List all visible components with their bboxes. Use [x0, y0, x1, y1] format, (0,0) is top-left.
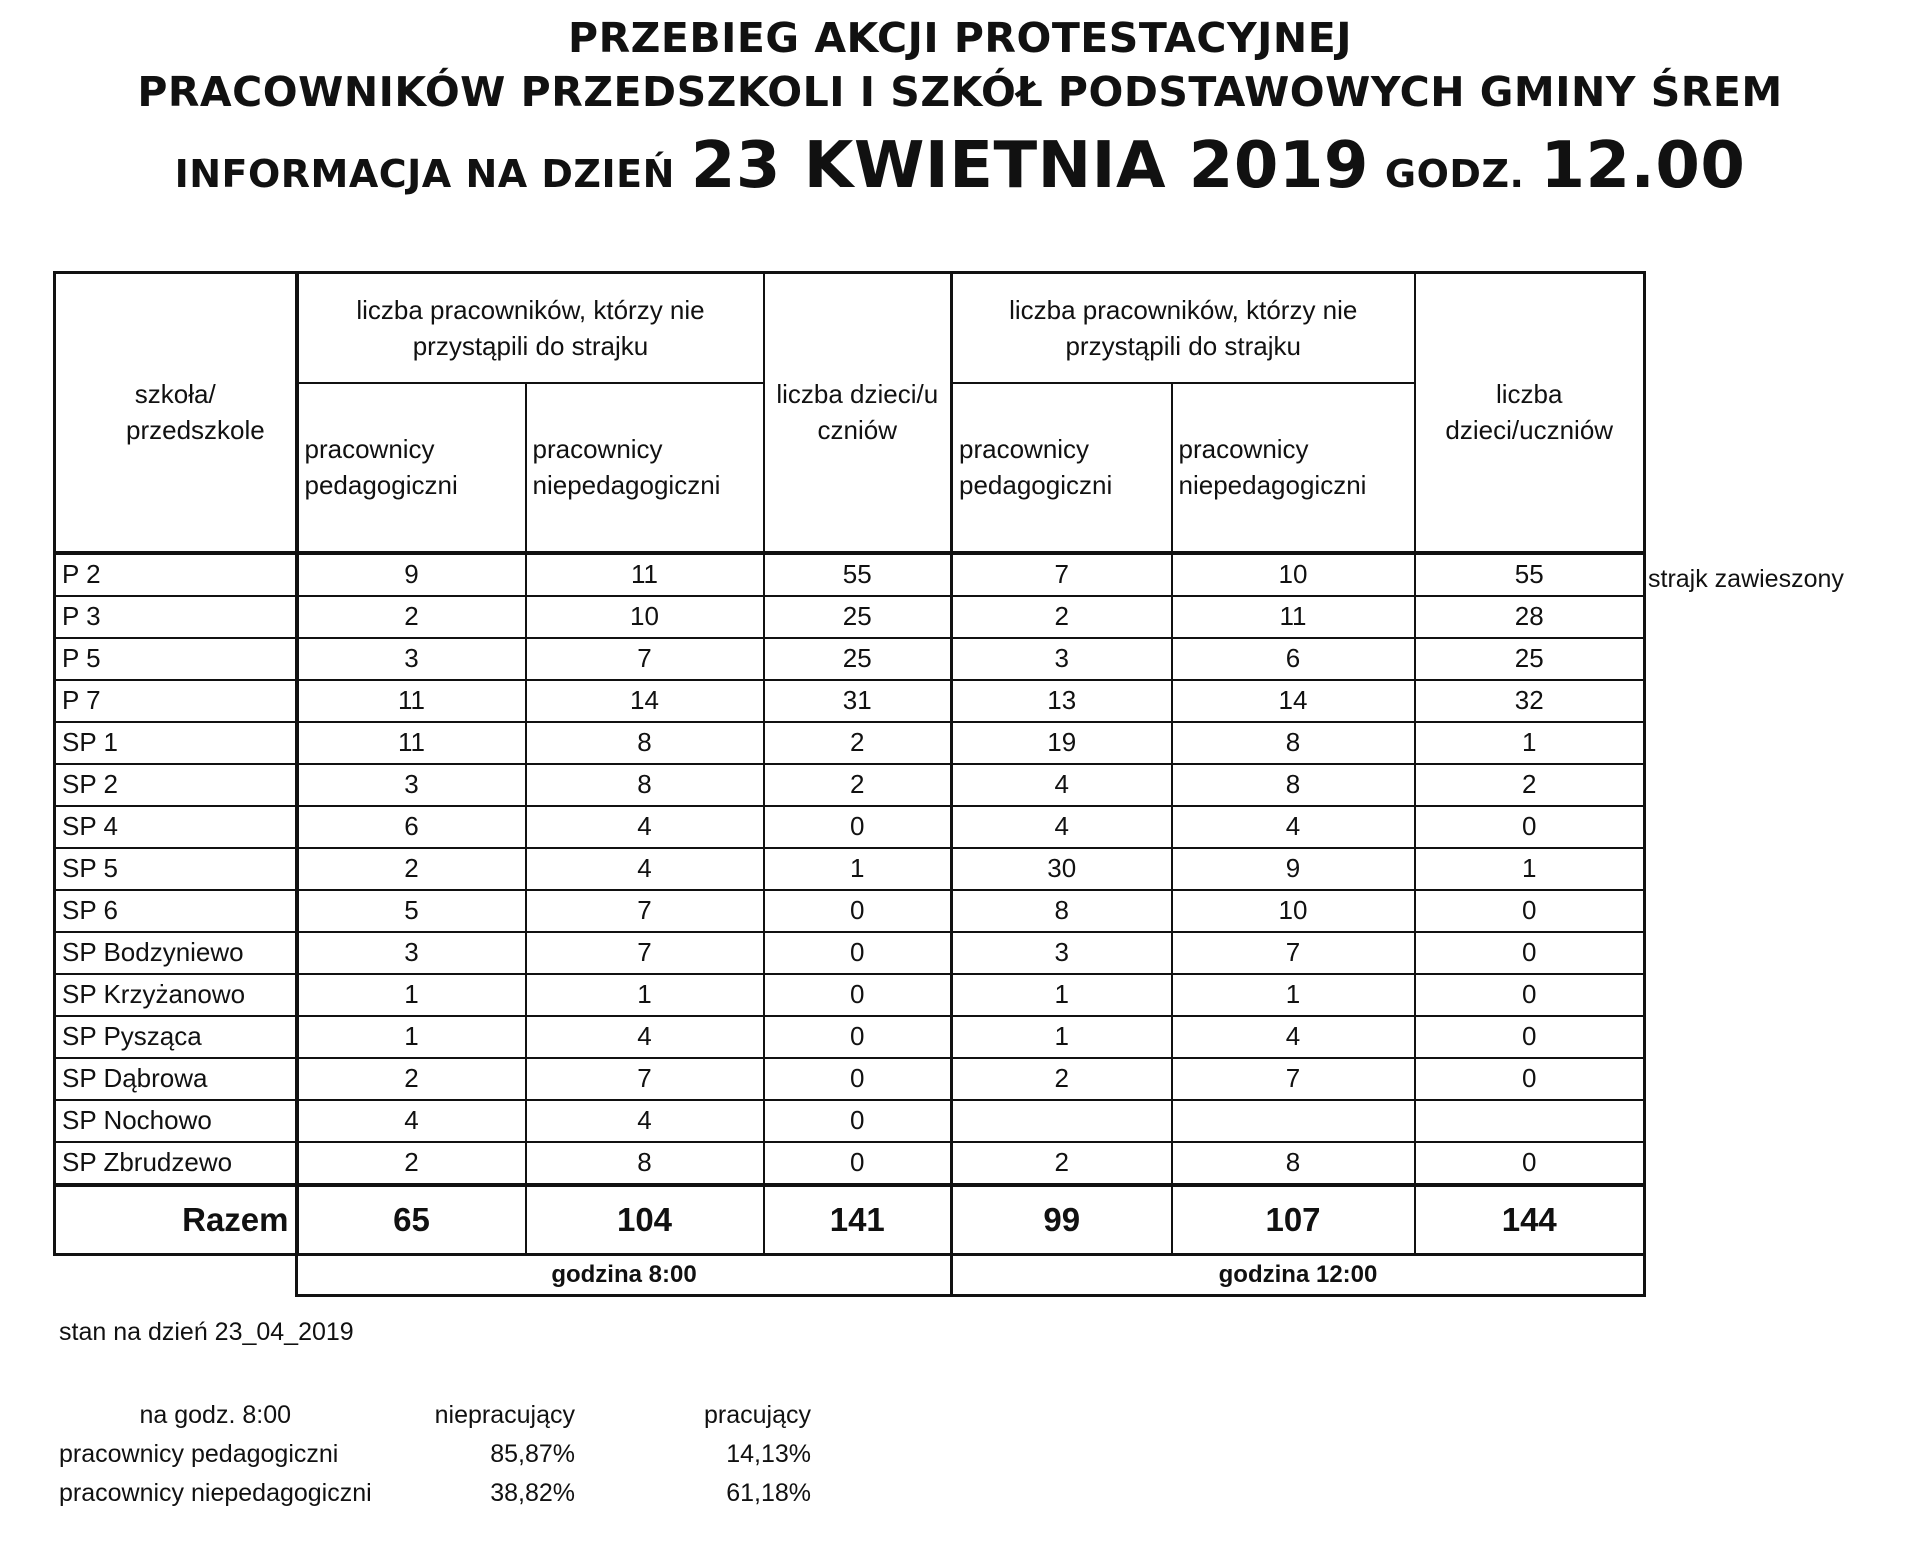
- cell-kids-8: 0: [764, 1100, 952, 1142]
- table-row: [55, 553, 1645, 596]
- cell-nieped-12: 7: [1172, 1058, 1415, 1100]
- cell-ped-8: 5: [297, 890, 526, 932]
- cell-kids-12: 1: [1415, 722, 1645, 764]
- cell-nieped-12: 7: [1172, 932, 1415, 974]
- cell-kids-12: 0: [1415, 890, 1645, 932]
- header-group-8: liczba pracowników, którzy nie przystąpili do strajku: [297, 273, 764, 383]
- total-ped-12: 99: [952, 1185, 1172, 1255]
- table-row: [55, 1016, 1645, 1058]
- cell-nieped-8: 7: [526, 638, 764, 680]
- header-nieped-12: pracownicy niepedagogiczni: [1172, 383, 1415, 553]
- total-ped-8: 65: [297, 1185, 526, 1255]
- table-row: [55, 1058, 1645, 1100]
- school-name: SP 6: [55, 890, 297, 932]
- cell-ped-12: 1: [952, 974, 1172, 1016]
- title-line-2: PRACOWNIKÓW PRZEDSZKOLI I SZKÓŁ PODSTAWOWYCH GMINY ŚREM: [137, 68, 1783, 116]
- cell-nieped-12: 9: [1172, 848, 1415, 890]
- cell-ped-8: 2: [297, 596, 526, 638]
- cell-kids-8: 25: [764, 638, 952, 680]
- cell-nieped-12: 11: [1172, 596, 1415, 638]
- school-name: SP Nochowo: [55, 1100, 297, 1142]
- cell-kids-12: [1415, 1100, 1645, 1142]
- cell-ped-12: 1: [952, 1016, 1172, 1058]
- cell-nieped-12: 8: [1172, 722, 1415, 764]
- cell-ped-12: 8: [952, 890, 1172, 932]
- cell-kids-8: 0: [764, 890, 952, 932]
- header-group-12: liczba pracowników, którzy nie przystąpili do strajku: [952, 273, 1415, 383]
- cell-ped-12: 13: [952, 680, 1172, 722]
- cell-ped-8: 2: [297, 1142, 526, 1185]
- stats-header-label: na godz. 8:00: [139, 1401, 291, 1429]
- strike-table: [53, 271, 1646, 1297]
- header-school: szkoła/ przedszkole: [55, 273, 297, 553]
- cell-ped-8: 6: [297, 806, 526, 848]
- cell-kids-12: 0: [1415, 806, 1645, 848]
- cell-nieped-8: 4: [526, 848, 764, 890]
- school-name: SP 5: [55, 848, 297, 890]
- cell-kids-12: 0: [1415, 1142, 1645, 1185]
- stats-not-working-value: 38,82%: [490, 1479, 575, 1507]
- cell-nieped-12: [1172, 1100, 1415, 1142]
- cell-nieped-12: 1: [1172, 974, 1415, 1016]
- cell-nieped-12: 8: [1172, 1142, 1415, 1185]
- cell-nieped-8: 11: [526, 553, 764, 596]
- cell-nieped-8: 1: [526, 974, 764, 1016]
- cell-ped-12: 2: [952, 1142, 1172, 1185]
- cell-nieped-8: 4: [526, 1016, 764, 1058]
- cell-nieped-8: 7: [526, 1058, 764, 1100]
- cell-nieped-12: 4: [1172, 1016, 1415, 1058]
- cell-ped-12: 2: [952, 1058, 1172, 1100]
- stats-working-value: 61,18%: [726, 1479, 811, 1507]
- cell-kids-12: 0: [1415, 1016, 1645, 1058]
- school-name: SP 1: [55, 722, 297, 764]
- footer-time-12: godzina 12:00: [952, 1254, 1645, 1295]
- total-kids-8: 141: [764, 1185, 952, 1255]
- cell-ped-12: 19: [952, 722, 1172, 764]
- total-row: [55, 1185, 1645, 1255]
- header-kids-12: liczba dzieci/uczniów: [1415, 273, 1645, 553]
- table-row: [55, 932, 1645, 974]
- school-name: P 5: [55, 638, 297, 680]
- cell-kids-8: 0: [764, 932, 952, 974]
- cell-ped-8: 3: [297, 638, 526, 680]
- cell-ped-12: 3: [952, 932, 1172, 974]
- stats-row-label: pracownicy niepedagogiczni: [59, 1479, 372, 1507]
- cell-kids-12: 2: [1415, 764, 1645, 806]
- cell-kids-12: 0: [1415, 974, 1645, 1016]
- cell-ped-12: [952, 1100, 1172, 1142]
- cell-kids-12: 32: [1415, 680, 1645, 722]
- cell-kids-12: 55: [1415, 553, 1645, 596]
- school-name: SP 4: [55, 806, 297, 848]
- stats-row-label: pracownicy pedagogiczni: [59, 1440, 339, 1468]
- title-line-1: PRZEBIEG AKCJI PROTESTACYJNEJ: [568, 14, 1352, 62]
- cell-kids-12: 28: [1415, 596, 1645, 638]
- cell-kids-8: 2: [764, 764, 952, 806]
- title-time: 12.00: [1540, 129, 1746, 203]
- footer-time-8: godzina 8:00: [297, 1254, 952, 1295]
- cell-kids-8: 0: [764, 806, 952, 848]
- cell-nieped-12: 10: [1172, 553, 1415, 596]
- stats-header-working: pracujący: [704, 1401, 811, 1429]
- header-ped-12: pracownicy pedagogiczni: [952, 383, 1172, 553]
- cell-ped-12: 2: [952, 596, 1172, 638]
- cell-ped-12: 30: [952, 848, 1172, 890]
- cell-ped-12: 3: [952, 638, 1172, 680]
- cell-kids-8: 1: [764, 848, 952, 890]
- stats-header-not-working: niepracujący: [434, 1401, 575, 1429]
- total-label: Razem: [55, 1185, 297, 1255]
- cell-ped-8: 2: [297, 1058, 526, 1100]
- header-ped-8: pracownicy pedagogiczni: [297, 383, 526, 553]
- table-row: [55, 806, 1645, 848]
- table-row: [55, 974, 1645, 1016]
- cell-kids-12: 25: [1415, 638, 1645, 680]
- cell-ped-8: 3: [297, 932, 526, 974]
- cell-nieped-12: 8: [1172, 764, 1415, 806]
- cell-nieped-8: 8: [526, 1142, 764, 1185]
- table-row: [55, 1142, 1645, 1185]
- cell-nieped-8: 7: [526, 932, 764, 974]
- cell-kids-8: 0: [764, 1058, 952, 1100]
- table-row: [55, 638, 1645, 680]
- cell-kids-12: 1: [1415, 848, 1645, 890]
- school-name: P 2: [55, 553, 297, 596]
- cell-kids-12: 0: [1415, 932, 1645, 974]
- table-row: [55, 848, 1645, 890]
- cell-ped-8: 11: [297, 680, 526, 722]
- status-date: stan na dzień 23_04_2019: [59, 1318, 354, 1346]
- cell-kids-8: 0: [764, 974, 952, 1016]
- school-name: P 7: [55, 680, 297, 722]
- table-row: [55, 722, 1645, 764]
- footer-spacer: [55, 1254, 297, 1295]
- cell-nieped-8: 4: [526, 806, 764, 848]
- table-row: [55, 764, 1645, 806]
- title-date: 23 KWIETNIA 2019: [690, 129, 1369, 203]
- header-kids-8: liczba dzieci/uczniów: [764, 273, 952, 553]
- cell-nieped-12: 10: [1172, 890, 1415, 932]
- cell-kids-8: 55: [764, 553, 952, 596]
- cell-kids-8: 2: [764, 722, 952, 764]
- stats-not-working-value: 85,87%: [490, 1440, 575, 1468]
- school-name: SP Zbrudzewo: [55, 1142, 297, 1185]
- cell-ped-12: 4: [952, 764, 1172, 806]
- table-row: [55, 680, 1645, 722]
- school-name: SP Bodzyniewo: [55, 932, 297, 974]
- cell-kids-8: 0: [764, 1016, 952, 1058]
- title-godz: GODZ.: [1384, 152, 1525, 196]
- cell-nieped-8: 14: [526, 680, 764, 722]
- table-row: [55, 890, 1645, 932]
- school-name: SP 2: [55, 764, 297, 806]
- school-name: SP Pysząca: [55, 1016, 297, 1058]
- cell-ped-8: 1: [297, 1016, 526, 1058]
- cell-ped-12: 7: [952, 553, 1172, 596]
- title-info-prefix: INFORMACJA NA DZIEŃ: [174, 152, 675, 196]
- stats-working-value: 14,13%: [726, 1440, 811, 1468]
- table-row: [55, 596, 1645, 638]
- school-name: P 3: [55, 596, 297, 638]
- cell-nieped-12: 14: [1172, 680, 1415, 722]
- cell-ped-8: 9: [297, 553, 526, 596]
- cell-nieped-12: 4: [1172, 806, 1415, 848]
- cell-nieped-12: 6: [1172, 638, 1415, 680]
- table-row: [55, 1100, 1645, 1142]
- strike-suspended-note: strajk zawieszony: [1648, 565, 1844, 593]
- cell-nieped-8: 8: [526, 722, 764, 764]
- total-nieped-12: 107: [1172, 1185, 1415, 1255]
- title-line-3: [0, 128, 1920, 212]
- cell-kids-8: 31: [764, 680, 952, 722]
- school-name: SP Dąbrowa: [55, 1058, 297, 1100]
- cell-nieped-8: 4: [526, 1100, 764, 1142]
- cell-ped-12: 4: [952, 806, 1172, 848]
- cell-ped-8: 2: [297, 848, 526, 890]
- school-name: SP Krzyżanowo: [55, 974, 297, 1016]
- header-nieped-8: pracownicy niepedagogiczni: [526, 383, 764, 553]
- cell-nieped-8: 7: [526, 890, 764, 932]
- footer-row: [55, 1254, 1645, 1295]
- cell-ped-8: 11: [297, 722, 526, 764]
- cell-ped-8: 4: [297, 1100, 526, 1142]
- cell-kids-8: 25: [764, 596, 952, 638]
- cell-nieped-8: 10: [526, 596, 764, 638]
- cell-nieped-8: 8: [526, 764, 764, 806]
- total-nieped-8: 104: [526, 1185, 764, 1255]
- cell-ped-8: 3: [297, 764, 526, 806]
- cell-kids-8: 0: [764, 1142, 952, 1185]
- cell-ped-8: 1: [297, 974, 526, 1016]
- total-kids-12: 144: [1415, 1185, 1645, 1255]
- cell-kids-12: 0: [1415, 1058, 1645, 1100]
